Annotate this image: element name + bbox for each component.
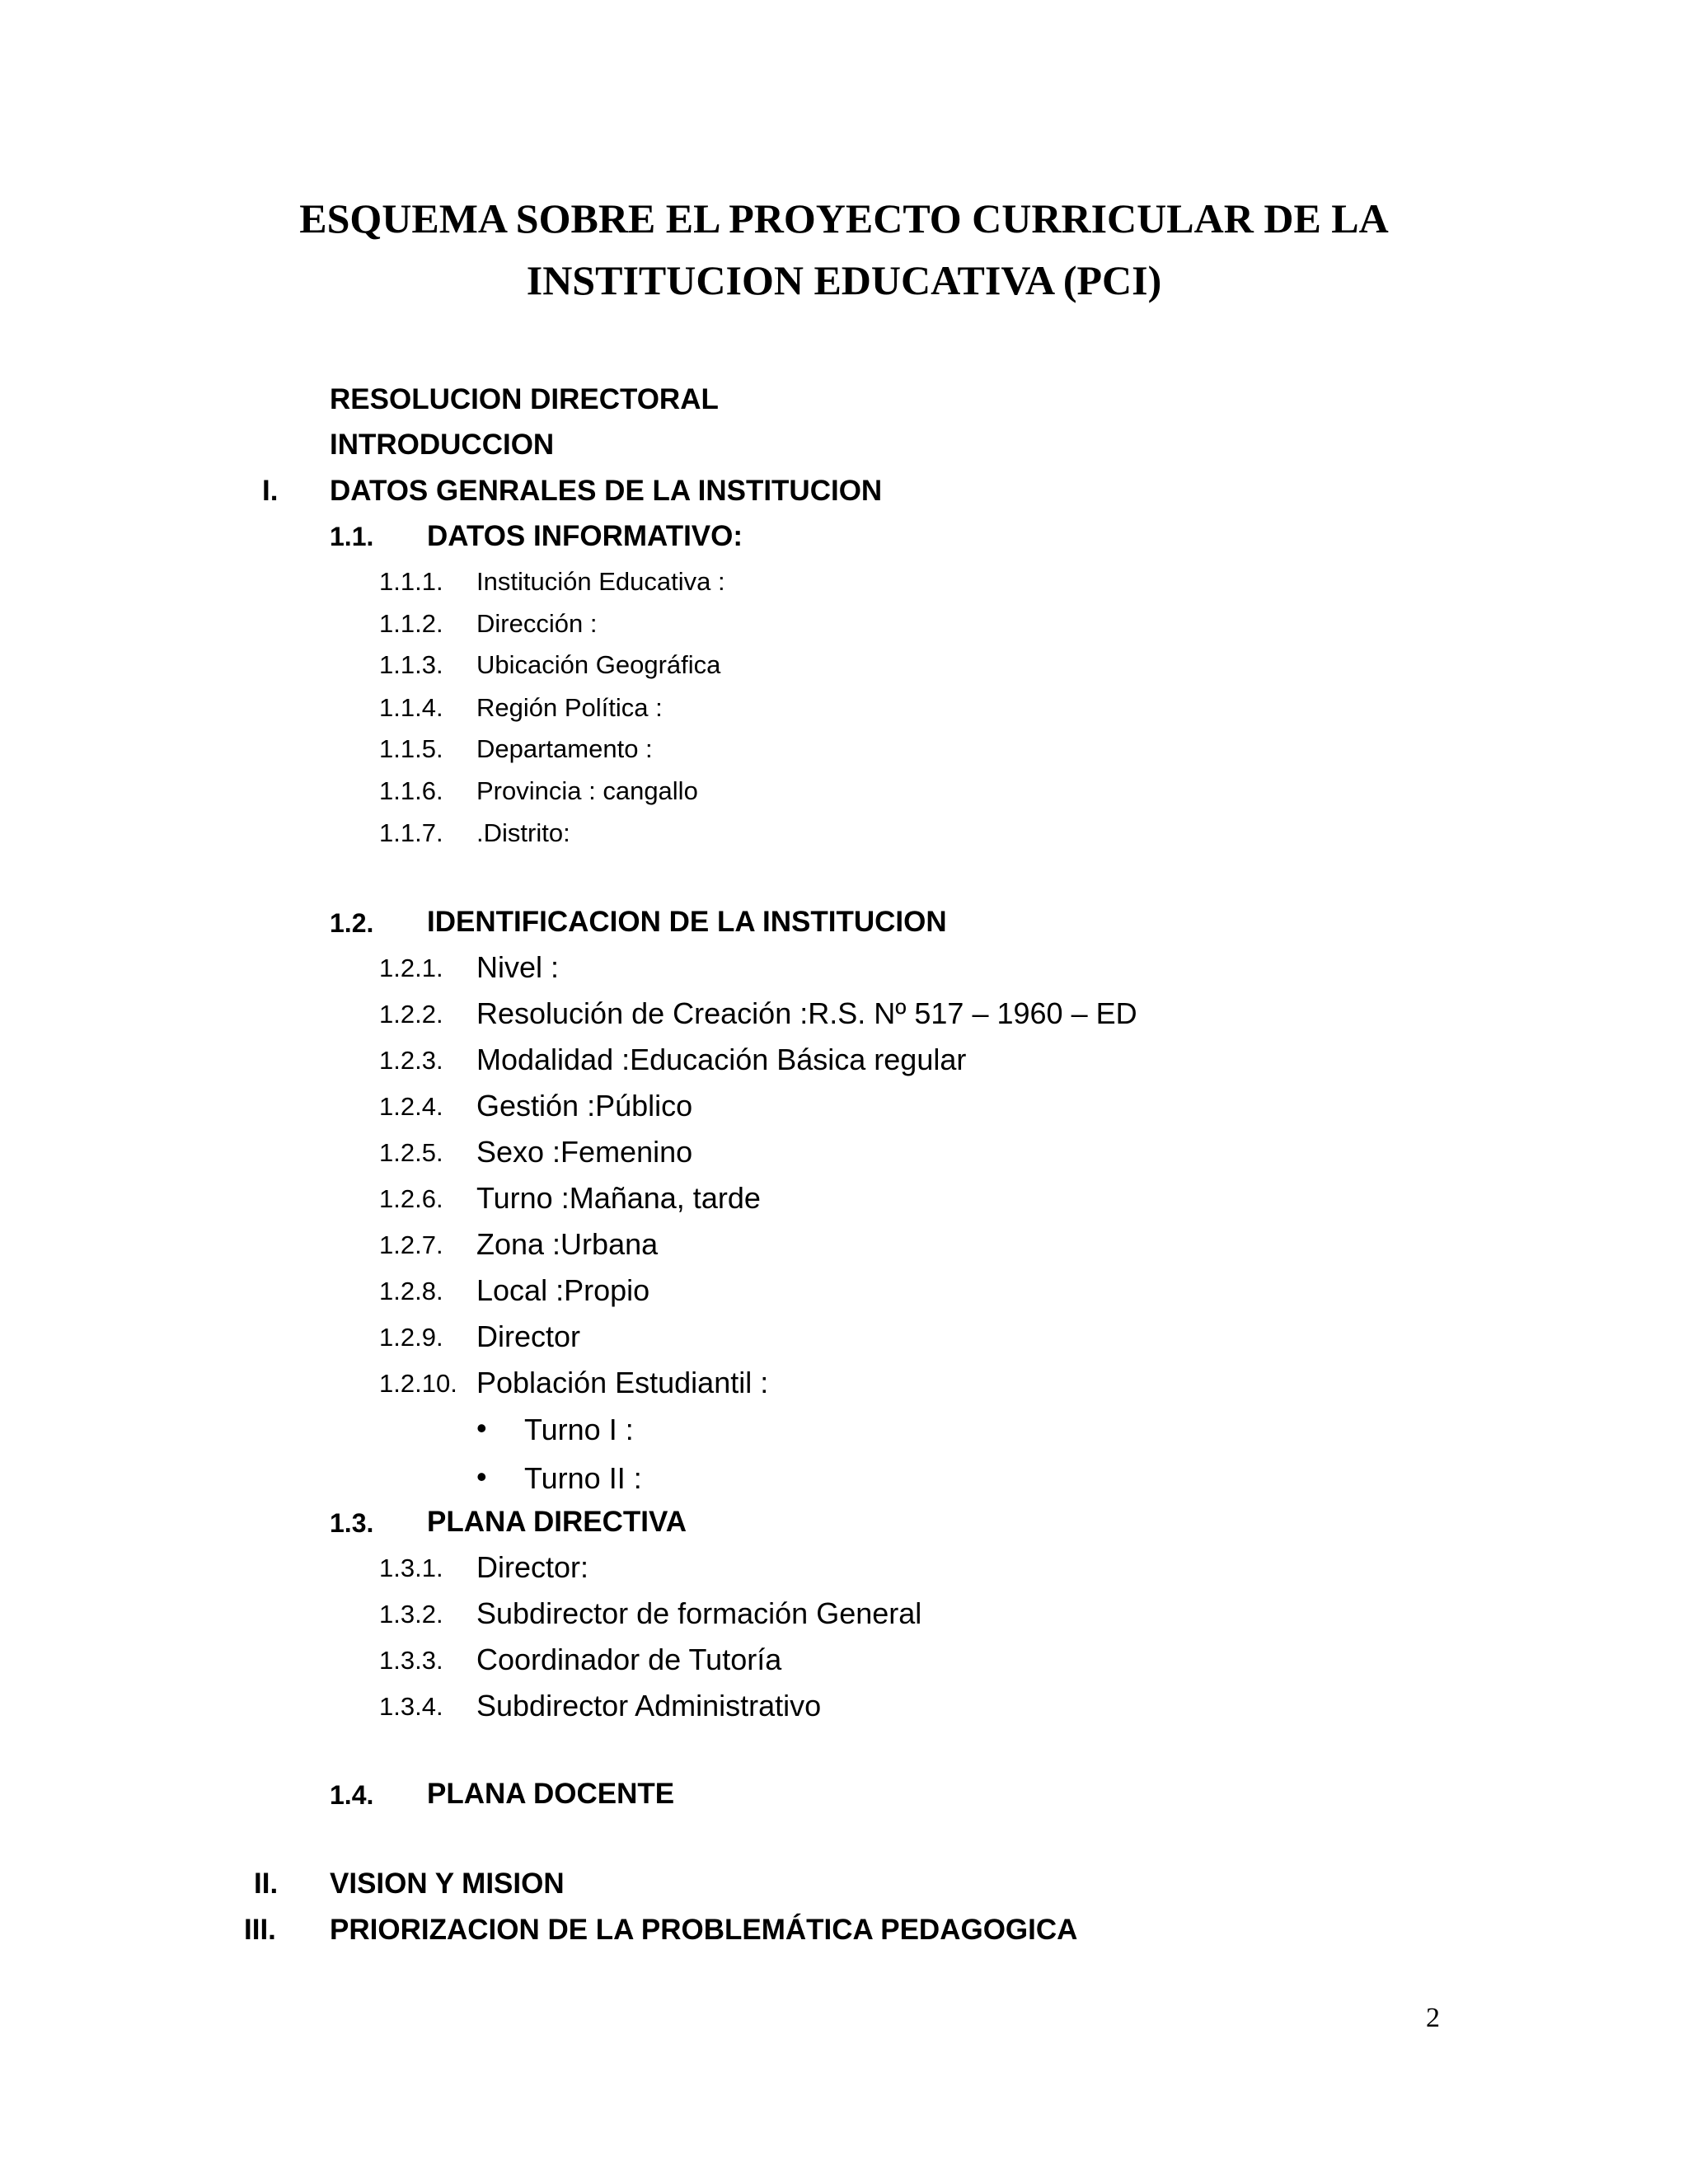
bullet-dot: • bbox=[476, 1460, 487, 1493]
list-item-number: 1.1.1. bbox=[379, 567, 443, 596]
bullet-item: Turno II : bbox=[524, 1461, 642, 1495]
list-item-label: Institución Educativa : bbox=[476, 567, 725, 596]
list-item-number: 1.1.7. bbox=[379, 818, 443, 847]
list-item-label: Sexo :Femenino bbox=[476, 1135, 693, 1169]
list-item-label: Región Política : bbox=[476, 693, 663, 722]
list-item-label: Provincia : cangallo bbox=[476, 776, 698, 805]
list-item-number: 1.1.6. bbox=[379, 776, 443, 805]
subsection-1-4-number: 1.4. bbox=[330, 1780, 374, 1810]
subsection-1-2-heading: IDENTIFICACION DE LA INSTITUCION bbox=[427, 906, 947, 938]
list-item-number: 1.3.3. bbox=[379, 1646, 443, 1675]
list-item-number: 1.2.9. bbox=[379, 1323, 443, 1352]
list-item-number: 1.2.3. bbox=[379, 1046, 443, 1075]
page-number: 2 bbox=[1426, 2003, 1440, 2033]
list-item-label: Dirección : bbox=[476, 609, 598, 638]
list-item-label: Nivel : bbox=[476, 950, 560, 984]
list-item-label: Turno :Mañana, tarde bbox=[476, 1181, 761, 1215]
list-item-label: Ubicación Geográfica bbox=[476, 650, 721, 679]
subsection-1-1-number: 1.1. bbox=[330, 522, 374, 551]
list-item-label: Coordinador de Tutoría bbox=[476, 1643, 782, 1676]
list-item-number: 1.2.2. bbox=[379, 1000, 443, 1029]
list-item-label: .Distrito: bbox=[476, 818, 570, 847]
list-item-number: 1.2.7. bbox=[379, 1230, 443, 1259]
list-item-number: 1.2.10. bbox=[379, 1369, 457, 1398]
list-item-number: 1.1.4. bbox=[379, 693, 443, 722]
list-item-number: 1.2.1. bbox=[379, 954, 443, 982]
list-item-number: 1.2.5. bbox=[379, 1138, 443, 1167]
list-item-label: Director bbox=[476, 1319, 581, 1353]
list-item-label: Local :Propio bbox=[476, 1273, 650, 1307]
heading-introduccion: INTRODUCCION bbox=[330, 429, 555, 461]
subsection-1-4-heading: PLANA DOCENTE bbox=[427, 1778, 675, 1810]
section-3-number: III. bbox=[244, 1914, 276, 1946]
section-3-heading: PRIORIZACION DE LA PROBLEMÁTICA PEDAGOGICA bbox=[330, 1914, 1078, 1946]
list-item-number: 1.2.4. bbox=[379, 1092, 443, 1121]
list-item-number: 1.2.6. bbox=[379, 1184, 443, 1213]
heading-resolucion: RESOLUCION DIRECTORAL bbox=[330, 383, 719, 415]
subsection-1-2-number: 1.2. bbox=[330, 908, 374, 938]
list-item-label: Resolución de Creación :R.S. Nº 517 – 1960 – ED bbox=[476, 996, 1137, 1030]
section-2-heading: VISION Y MISION bbox=[330, 1868, 565, 1900]
subsection-1-1-heading: DATOS INFORMATIVO: bbox=[427, 520, 743, 552]
list-item-number: 1.2.8. bbox=[379, 1277, 443, 1305]
list-item-number: 1.3.4. bbox=[379, 1692, 443, 1721]
list-item-number: 1.3.2. bbox=[379, 1600, 443, 1629]
list-item-number: 1.1.3. bbox=[379, 650, 443, 679]
list-item-label: Población Estudiantil : bbox=[476, 1366, 769, 1399]
list-item-number: 1.1.2. bbox=[379, 609, 443, 638]
document-title-line2: INSTITUCION EDUCATIVA (PCI) bbox=[526, 257, 1162, 303]
list-item-label: Departamento : bbox=[476, 734, 653, 763]
list-item-label: Gestión :Público bbox=[476, 1089, 693, 1122]
bullet-dot: • bbox=[476, 1411, 487, 1445]
subsection-1-3-number: 1.3. bbox=[330, 1508, 374, 1538]
section-1-number: I. bbox=[262, 475, 279, 507]
list-item-number: 1.1.5. bbox=[379, 734, 443, 763]
list-item-label: Modalidad :Educación Básica regular bbox=[476, 1043, 967, 1076]
list-item-label: Zona :Urbana bbox=[476, 1227, 659, 1261]
bullet-item: Turno I : bbox=[524, 1413, 634, 1446]
subsection-1-3-heading: PLANA DIRECTIVA bbox=[427, 1506, 687, 1538]
section-2-number: II. bbox=[254, 1868, 279, 1900]
list-item-number: 1.3.1. bbox=[379, 1554, 443, 1582]
document-title-line1: ESQUEMA SOBRE EL PROYECTO CURRICULAR DE LA bbox=[299, 195, 1389, 241]
section-1-heading: DATOS GENRALES DE LA INSTITUCION bbox=[330, 475, 883, 507]
list-item-label: Subdirector Administrativo bbox=[476, 1689, 822, 1722]
list-item-label: Director: bbox=[476, 1550, 589, 1584]
list-item-label: Subdirector de formación General bbox=[476, 1596, 922, 1630]
